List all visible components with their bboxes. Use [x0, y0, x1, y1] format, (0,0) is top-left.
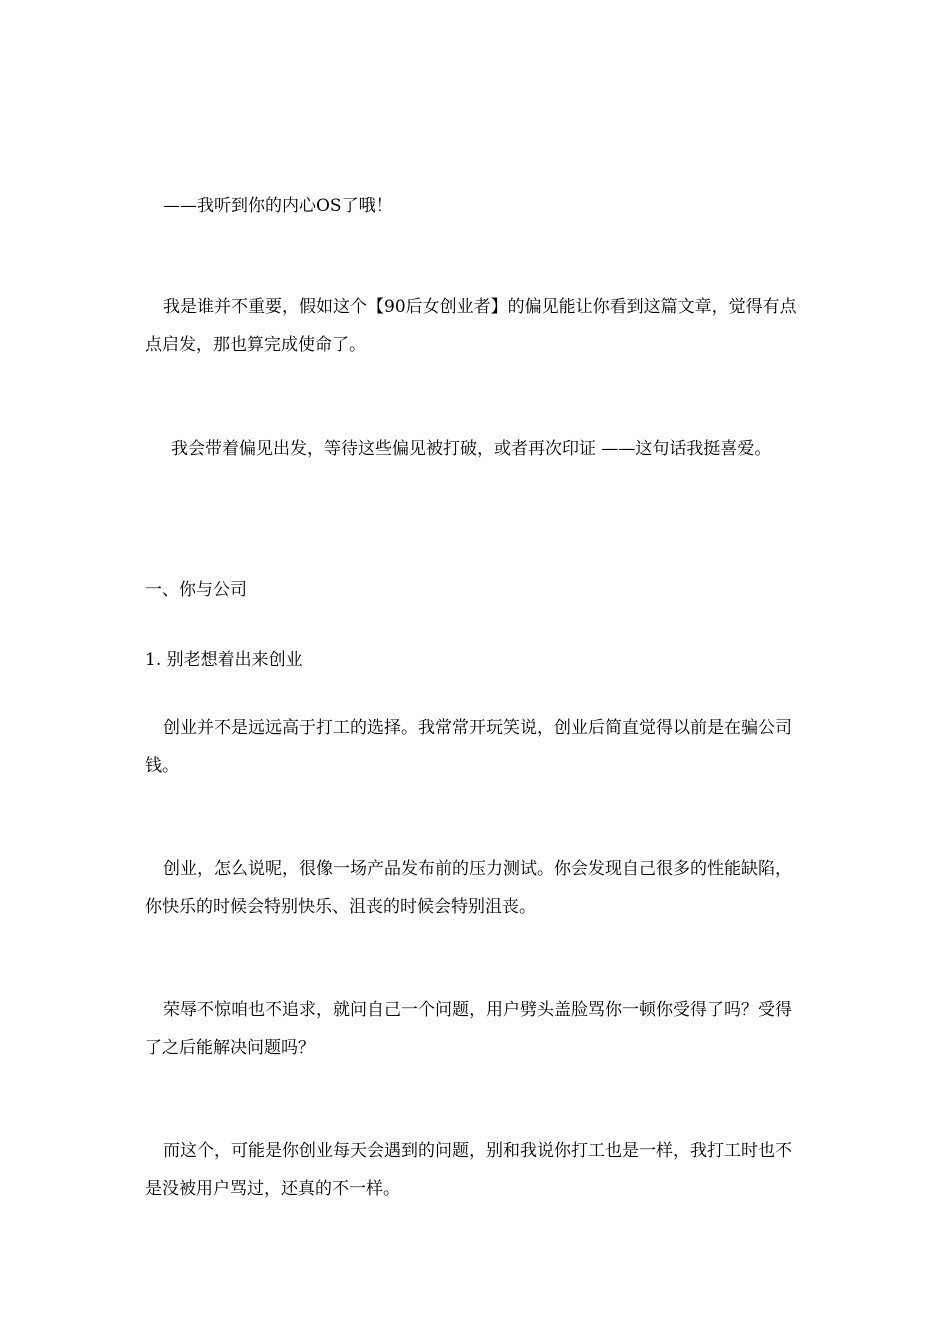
bias-paragraph: 我会带着偏见出发，等待这些偏见被打破，或者再次印证 ——这句话我挺喜爱。 [171, 439, 772, 459]
section-heading: 一、你与公司 [145, 580, 247, 600]
honor-paragraph: 荣辱不惊咱也不追求，就问自己一个问题，用户劈头盖脸骂你一顿你受得了吗？受得了之后能解决问题吗？ [145, 1000, 792, 1058]
work-paragraph: 创业并不是远远高于打工的选择。我常常开玩笑说，创业后简直觉得以前是在骗公司钱。 [145, 718, 792, 776]
stress-test-paragraph: 创业，怎么说呢，很像一场产品发布前的压力测试。你会发现自己很多的性能缺陷，你快乐的时候会特别快乐、沮丧的时候会特别沮丧。 [145, 859, 792, 917]
item-heading: 1. 别老想着出来创业 [145, 650, 303, 670]
inner-os-line: ——我听到你的内心OS了哦！ [163, 196, 393, 216]
intro-paragraph: 我是谁并不重要，假如这个【90后女创业者】的偏见能让你看到这篇文章，觉得有点点启发，那也算完成使命了。 [145, 297, 797, 355]
daily-problem-paragraph: 而这个，可能是你创业每天会遇到的问题，别和我说你打工也是一样，我打工时也不是没被用户骂过，还真的不一样。 [145, 1141, 792, 1199]
